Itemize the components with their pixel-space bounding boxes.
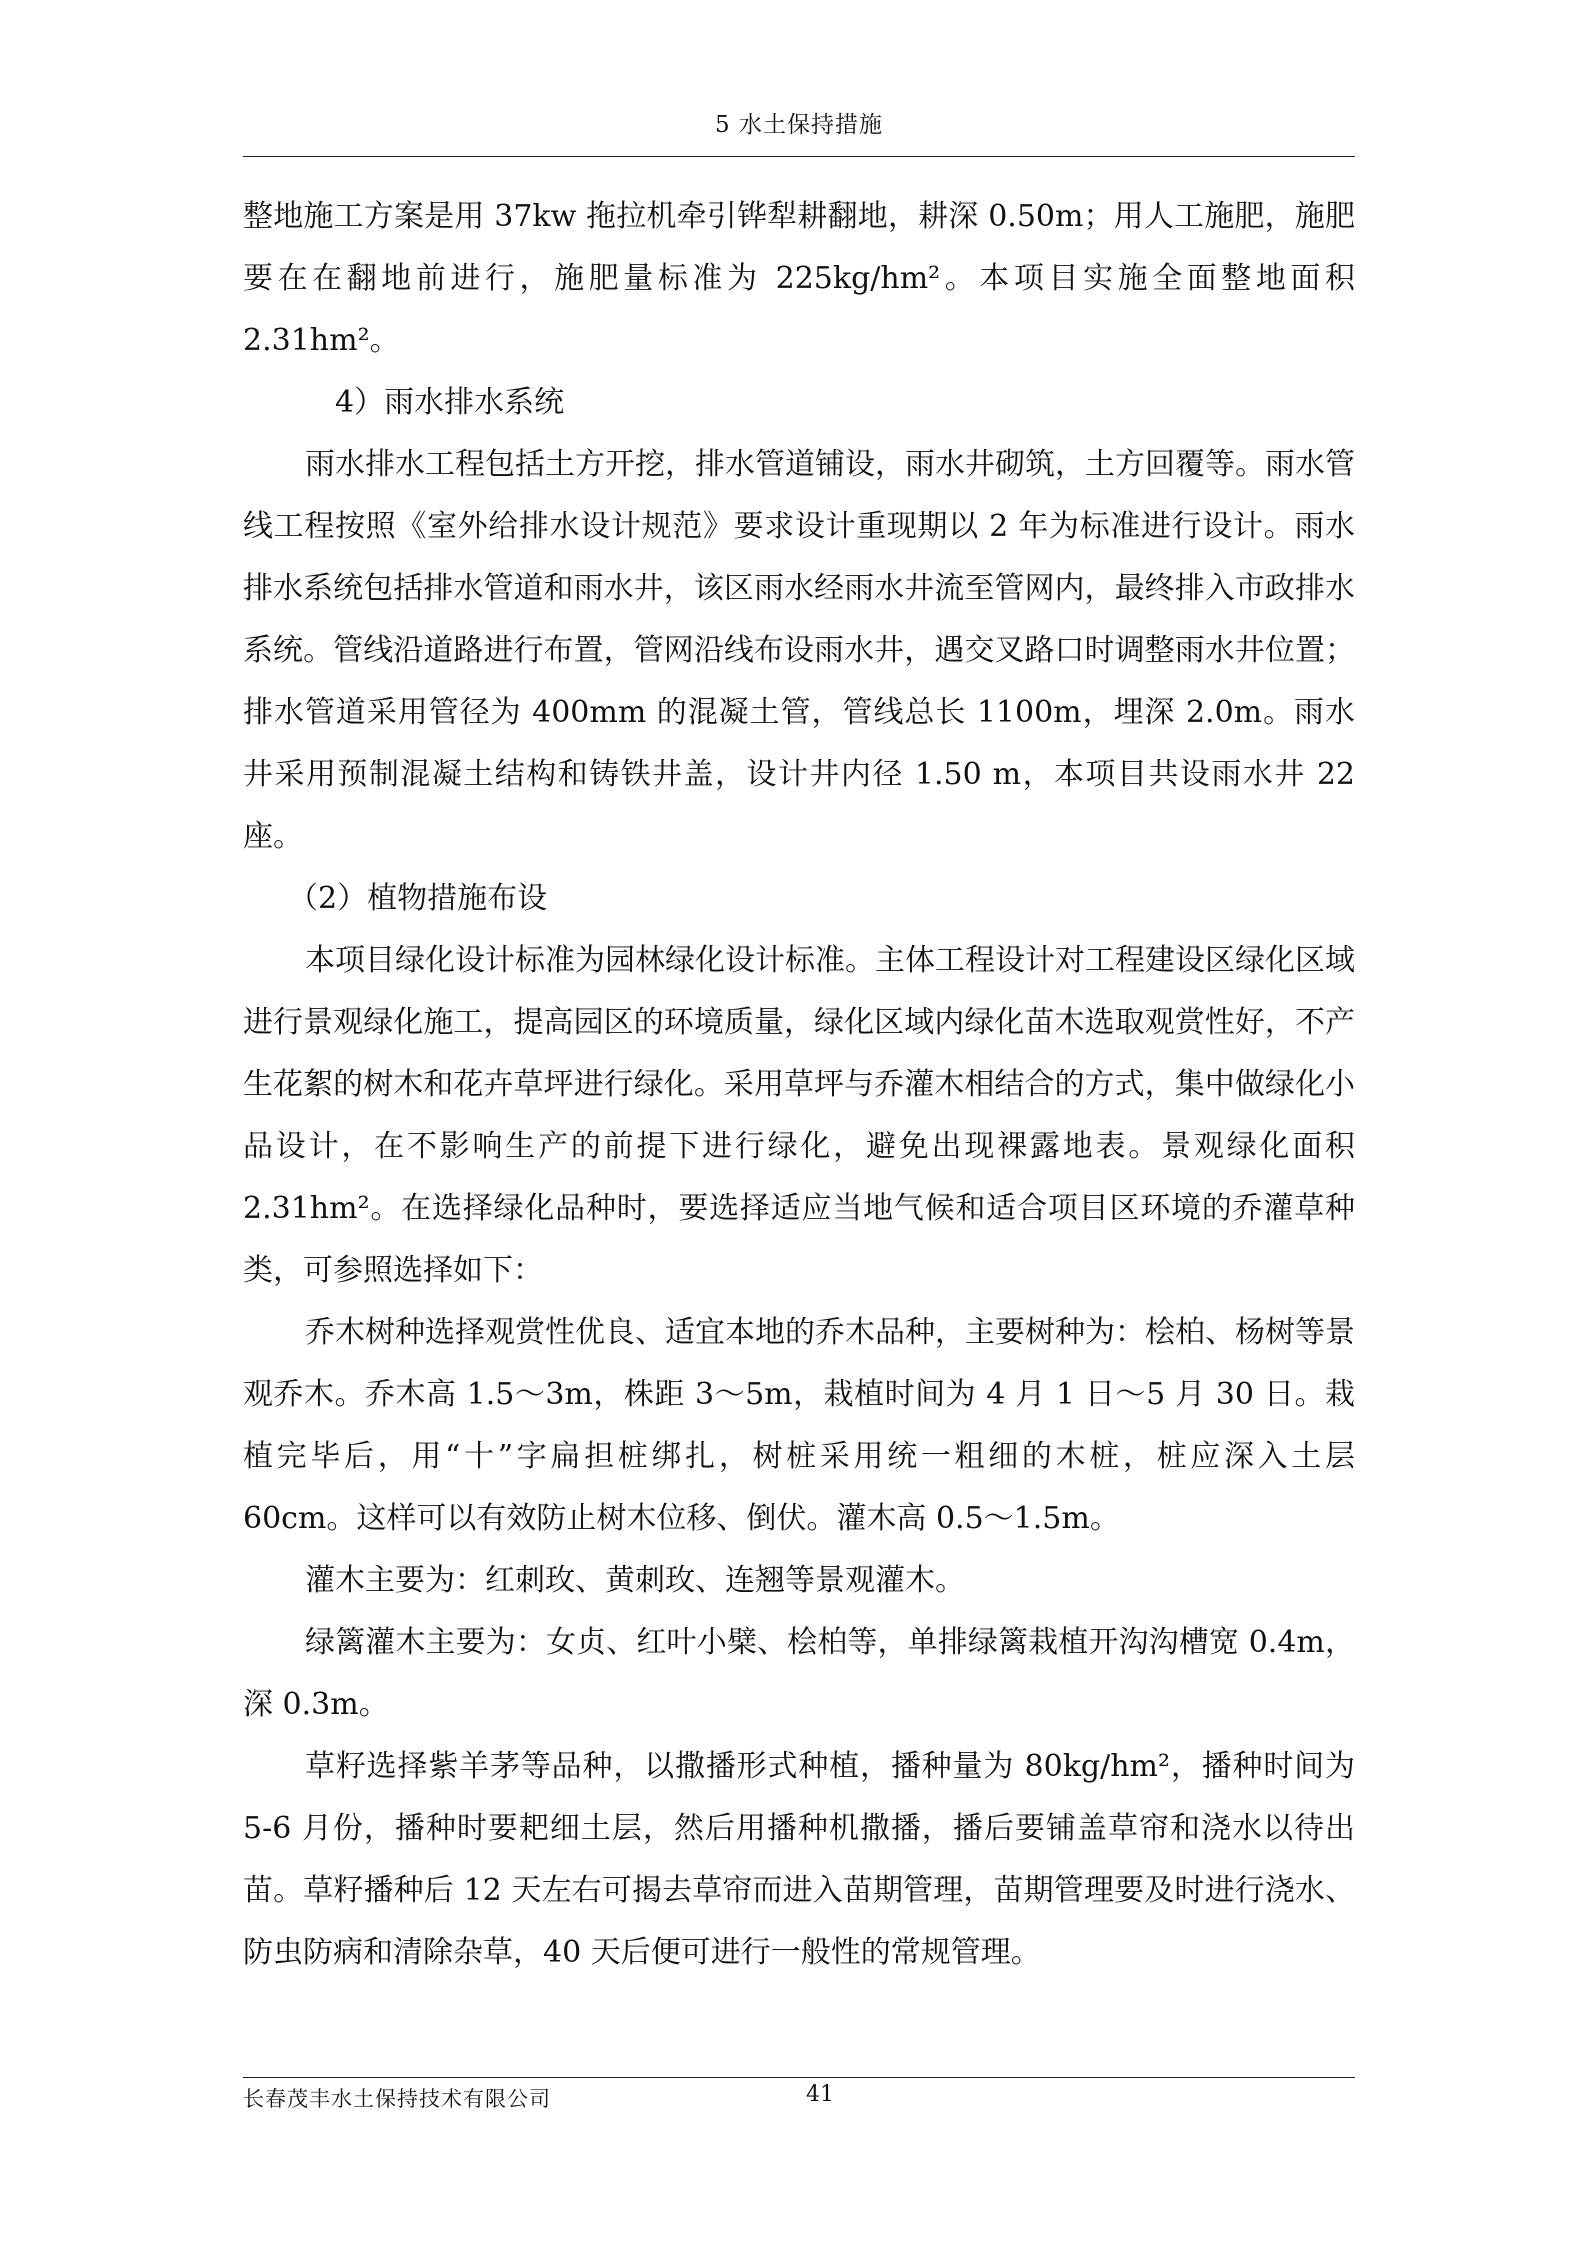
paragraph-greening-standard: 本项目绿化设计标准为园林绿化设计标准。主体工程设计对工程建设区绿化区域进行景观绿化施工，提高园区的环境质量，绿化区域内绿化苗木选取观赏性好，不产生花絮的树木和花卉草坪进行绿化。采用草坪与乔灌木相结合的方式，集中做绿化小品设计，在不影响生产的前提下进行绿化，避免出现裸露地表。景观绿化面积 2.31hm²。在选择绿化品种时，要选择适应当地气候和适合项目区环境的乔灌草种类，可参照选择如下： [243, 943, 1355, 1288]
page-number: 41 [806, 2082, 834, 2107]
footer-divider [243, 2077, 1355, 2078]
document-body [243, 186, 1355, 1984]
paragraph-trees: 乔木树种选择观赏性优良、适宜本地的乔木品种，主要树种为：桧柏、杨树等景观乔木。乔木高 1.5～3m，株距 3～5m，栽植时间为 4 月 1 日～5 月 30 日。栽植完毕后，用“十”字扁担桩绑扎，树桩采用统一粗细的木桩，桩应深入土层 60cm。这样可以有效防止树木位移、倒伏。灌木高 0.5～1.5m。 [243, 1315, 1355, 1536]
footer-company-name: 长春茂丰水土保持技术有限公司 [243, 2087, 551, 2111]
paragraph-shrubs: 灌木主要为：红刺玫、黄刺玫、连翘等景观灌木。 [305, 1563, 965, 1598]
heading-plant-measures: （2）植物措施布设 [288, 881, 548, 916]
paragraph-land-preparation: 整地施工方案是用 37kw 拖拉机牵引铧犁耕翻地，耕深 0.50m；用人工施肥，施肥要在在翻地前进行，施肥量标准为 225kg/hm²。本项目实施全面整地面积 2.31hm²。 [243, 199, 1355, 358]
header-divider [243, 156, 1355, 157]
page-header-title: 5 水土保持措施 [715, 112, 883, 138]
paragraph-grass-seeding: 草籽选择紫羊茅等品种，以撒播形式种植，播种量为 80kg/hm²，播种时间为 5-6 月份，播种时要耙细土层，然后用播种机撒播，播后要铺盖草帘和浇水以待出苗。草籽播种后 12 天左右可揭去草帘而进入苗期管理，苗期管理要及时进行浇水、防虫防病和清除杂草，40 天后便可进行一般性的常规管理。 [243, 1749, 1355, 1970]
heading-rainwater-drainage: 4）雨水排水系统 [335, 385, 565, 420]
paragraph-hedges: 绿篱灌木主要为：女贞、红叶小檗、桧柏等，单排绿篱栽植开沟沟槽宽 0.4m，深 0.3m。 [243, 1625, 1355, 1722]
paragraph-rainwater-drainage: 雨水排水工程包括土方开挖，排水管道铺设，雨水井砌筑，土方回覆等。雨水管线工程按照《室外给排水设计规范》要求设计重现期以 2 年为标准进行设计。雨水排水系统包括排水管道和雨水井，该区雨水经雨水井流至管网内，最终排入市政排水系统。管线沿道路进行布置，管网沿线布设雨水井，遇交叉路口时调整雨水井位置；排水管道采用管径为 400mm 的混凝土管，管线总长 1100m，埋深 2.0m。雨水井采用预制混凝土结构和铸铁井盖，设计井内径 1.50 m，本项目共设雨水井 22 座。 [243, 447, 1355, 854]
